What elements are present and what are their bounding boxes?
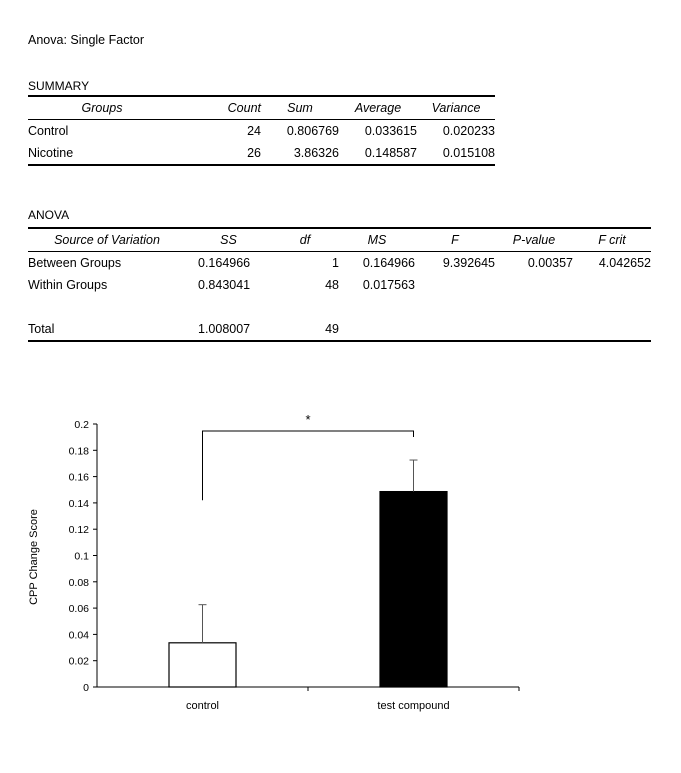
- y-tick-label: 0.2: [74, 419, 89, 431]
- x-tick-label: control: [185, 700, 220, 712]
- anova-heading: ANOVA: [28, 208, 70, 222]
- table-cell: 0.020233: [442, 124, 495, 138]
- anova-header-ss: SS: [220, 233, 237, 247]
- y-tick-label: 0.02: [68, 655, 89, 668]
- table-cell: 1.008007: [198, 322, 251, 336]
- y-tick-label: 0.1: [74, 550, 89, 563]
- y-tick-label: 0.08: [68, 576, 89, 589]
- table-cell: Total: [28, 322, 55, 336]
- y-tick-label: 0.14: [68, 497, 89, 510]
- analysis-title: Anova: Single Factor: [28, 33, 145, 47]
- table-cell: Nicotine: [28, 146, 74, 160]
- anova-header-source: Source of Variation: [54, 233, 160, 247]
- table-cell: 0.164966: [198, 256, 251, 270]
- x-tick-label: test compound: [377, 700, 450, 712]
- summary-header-average: Average: [354, 101, 402, 115]
- table-cell: 49: [325, 322, 339, 336]
- table-cell: 1: [332, 256, 339, 270]
- table-cell: 0.164966: [362, 256, 415, 270]
- table-cell: 24: [247, 124, 261, 138]
- table-cell: 26: [247, 146, 261, 160]
- bar: [169, 643, 236, 687]
- summary-header-sum: Sum: [287, 101, 313, 115]
- table-cell: 0.843041: [198, 278, 251, 292]
- table-cell: 0.148587: [364, 146, 417, 160]
- table-cell: 3.86326: [293, 146, 339, 160]
- summary-header-variance: Variance: [431, 101, 481, 115]
- significance-label: *: [305, 412, 311, 427]
- significance-bracket: [203, 431, 414, 500]
- summary-header-count: Count: [227, 101, 261, 115]
- table-cell: 0.033615: [364, 124, 417, 138]
- anova-header-df: df: [299, 233, 311, 247]
- y-tick-label: 0.16: [68, 471, 89, 484]
- anova-header-fcrit: F crit: [598, 233, 626, 247]
- table-cell: 0.806769: [286, 124, 339, 138]
- anova-header-pvalue: P-value: [512, 233, 556, 247]
- table-cell: Within Groups: [28, 278, 108, 292]
- table-cell: 48: [325, 278, 339, 292]
- table-cell: Between Groups: [28, 256, 122, 270]
- table-cell: 0.017563: [362, 278, 415, 292]
- table-cell: Control: [28, 124, 69, 138]
- table-cell: 4.042652: [598, 256, 651, 270]
- table-cell: 0.015108: [442, 146, 495, 160]
- table-cell: 0.00357: [527, 256, 573, 270]
- anova-header-ms: MS: [367, 233, 387, 247]
- table-cell: 9.392645: [442, 256, 495, 270]
- y-tick-label: 0.12: [68, 524, 89, 537]
- summary-heading: SUMMARY: [28, 79, 90, 93]
- y-tick-label: 0: [83, 682, 89, 694]
- y-tick-label: 0.04: [68, 629, 89, 642]
- anova-header-f: F: [451, 233, 459, 247]
- y-axis-label: CPP Change Score: [28, 509, 40, 605]
- y-tick-label: 0.18: [68, 445, 89, 458]
- bar: [380, 492, 447, 687]
- y-tick-label: 0.06: [68, 603, 89, 616]
- summary-header-groups: Groups: [81, 101, 123, 115]
